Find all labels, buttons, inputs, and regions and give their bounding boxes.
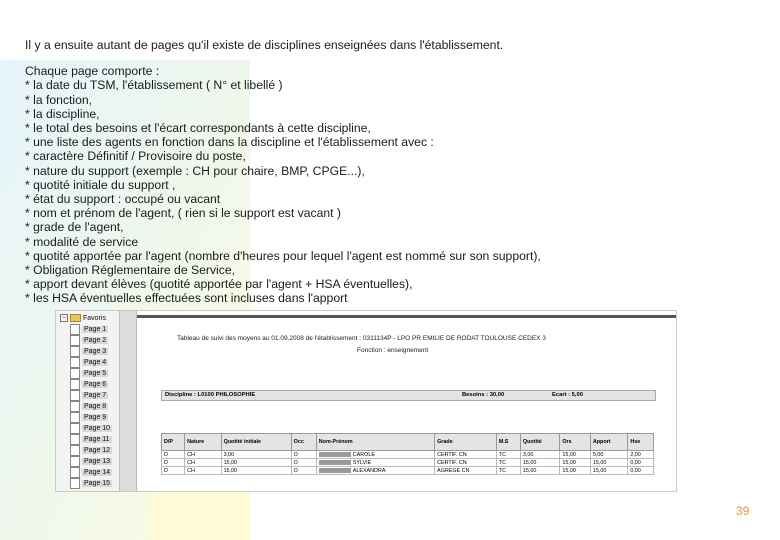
line: * modalité de service [25,234,139,249]
page-icon [70,335,80,346]
table-cell [316,459,434,467]
table-cell: D [162,451,185,459]
folder-icon [70,314,81,322]
tree-item-label: Page 4 [84,359,107,366]
column-header: D/P [162,434,185,451]
page-icon [70,478,80,489]
table-cell: 15,00 [520,459,559,467]
tree-item[interactable] [70,423,112,434]
table-cell: 2,00 [628,451,654,459]
table-header [162,434,654,451]
column-header: Nature [185,434,221,451]
tree-item-label: Page 12 [84,447,111,454]
tree-item[interactable] [70,445,112,456]
page-icon [70,390,80,401]
table-cell: D [162,459,185,467]
slide-text [25,38,765,306]
table-cell: TC [496,451,520,459]
table-cell: 15,00 [221,459,291,467]
intro-paragraph: Il y a ensuite autant de pages qu'il existe de disciplines enseignées dans l'établissement. [25,38,504,52]
besoins-label: Besoins : 30,00 [462,392,505,398]
table-cell: 15,00 [560,467,591,475]
first-name: SYLVIE [352,459,372,466]
page-icon [70,379,80,390]
table-cell: 3,00 [520,451,559,459]
table-cell: O [291,451,316,459]
page-icon [70,423,80,434]
line: * nature du support (exemple : CH pour chaire, BMP, CPGE...), [25,163,365,178]
page-icon [70,412,80,423]
table-row [162,459,654,467]
redacted-name [319,468,351,473]
document-title: Tableau de suivi des moyens au 01.09.2008 de l'établissement : 0311134P - LPO PR EMILIE DE RODAT TOULOUSE CEDEX 3 [177,335,546,342]
document-top-border [137,315,676,318]
page-icon [70,445,80,456]
redacted-name [319,452,351,457]
discipline-label: Discipline : L0100 PHILOSOPHIE [165,392,256,398]
page-icon [70,324,80,335]
table-cell: O [291,459,316,467]
line: * quotité apportée par l'agent (nombre d'heures pour lequel l'agent est nommé sur son support), [25,248,541,263]
table-cell: 5,00 [590,451,627,459]
content-lines [25,64,765,305]
collapse-icon[interactable]: − [60,314,68,322]
tree-item[interactable] [70,379,108,390]
line: * la fonction, [25,92,93,107]
table-cell: D [162,467,185,475]
table-cell: 15,00 [590,467,627,475]
table-cell: TC [496,459,520,467]
embedded-screenshot [55,310,677,492]
tree-item[interactable] [70,324,108,335]
tree-item-label: Page 8 [84,403,107,410]
table-cell: TC [496,467,520,475]
tree-item[interactable] [70,368,108,379]
line: * état du support : occupé ou vacant [25,192,221,207]
column-header: Grade [435,434,497,451]
tree-item[interactable] [70,390,108,401]
ecart-label: Ecart : 5,00 [552,392,583,398]
column-header: Ors [560,434,591,451]
tree-item[interactable] [70,412,108,423]
table-cell: 15,00 [520,467,559,475]
table-cell: CH [185,467,221,475]
line: * le total des besoins et l'écart correspondants à cette discipline, [25,121,371,136]
page-icon [70,368,80,379]
tree-item-label: Page 15 [84,480,111,487]
tree-item-label: Page 1 [84,326,107,333]
panel-divider[interactable] [120,311,137,491]
page-icon [70,467,80,478]
column-header: Hse [628,434,654,451]
bookmark-tree [56,311,120,491]
table-body [162,451,654,475]
table-cell: 0,00 [628,459,654,467]
table-cell: 15,00 [560,459,591,467]
tree-item-label: Page 10 [84,425,111,432]
tree-item-label: Page 2 [84,337,107,344]
column-header: Quotité initiale [221,434,291,451]
tree-item-label: Page 11 [84,436,110,443]
tree-item-label: Page 5 [84,370,107,377]
table-cell: 3,00 [221,451,291,459]
document-fonction: Fonction : enseignement [357,347,429,354]
tree-item[interactable] [70,401,108,412]
table-cell [316,467,434,475]
tree-item[interactable] [70,467,112,478]
tree-item-label: Page 13 [84,458,111,465]
tree-root[interactable] [60,314,106,322]
page-icon [70,434,80,445]
table-cell: CERTIF. CN [435,451,497,459]
page-number: 39 [736,504,750,518]
tree-item[interactable] [70,357,108,368]
tree-item-label: Page 7 [84,392,107,399]
table-row [162,451,654,459]
table-cell [316,451,434,459]
tree-item[interactable] [70,335,108,346]
tree-item[interactable] [70,434,112,445]
page-icon [70,346,80,357]
tree-item-label: Page 3 [84,348,107,355]
redacted-name [319,460,351,465]
table-cell: CH [185,451,221,459]
column-header: Nom-Prénom [316,434,434,451]
agents-table [161,433,654,475]
first-name: ALEXANDRA [352,467,386,474]
line: Chaque page comporte : [25,64,160,79]
discipline-bar [161,390,656,401]
line: * la discipline, [25,106,100,121]
document-view [137,315,676,491]
background-gradient-bottom [150,490,250,540]
tree-item-label: Page 14 [84,469,111,476]
line: * la date du TSM, l'établissement ( N° et libellé ) [25,78,283,93]
table-cell: CERTIF. CN [435,459,497,467]
column-header: Quotité [520,434,559,451]
column-header: Apport [590,434,627,451]
line: * Obligation Réglementaire de Service, [25,263,236,278]
line: * les HSA éventuelles effectuées sont incluses dans l'apport [25,291,348,306]
first-name: CAROLE [352,451,375,458]
tree-item-label: Page 9 [84,414,107,421]
tree-item-label: Page 6 [84,381,107,388]
line: * apport devant élèves (quotité apportée par l'agent + HSA éventuelles), [25,277,413,292]
table-cell: 15,00 [590,459,627,467]
table-cell: CH [185,459,221,467]
line: * caractère Définitif / Provisoire du poste, [25,149,246,164]
tree-item[interactable] [70,478,112,489]
table-cell: AGREGE CN [435,467,497,475]
line: * une liste des agents en fonction dans la discipline et l'établissement avec : [25,135,434,150]
line: * grade de l'agent, [25,220,124,235]
line: * nom et prénom de l'agent, ( rien si le support est vacant ) [25,206,341,221]
table-cell: 0,00 [628,467,654,475]
table-row [162,467,654,475]
column-header: M.S [496,434,520,451]
line: * quotité initiale du support , [25,177,176,192]
page-icon [70,357,80,368]
table-cell: O [291,467,316,475]
table-cell: 15,00 [560,451,591,459]
column-header: Occ [291,434,316,451]
page-icon [70,456,80,467]
tree-item[interactable] [70,456,112,467]
table-cell: 15,00 [221,467,291,475]
tree-item[interactable] [70,346,108,357]
tree-root-label: Favoris [83,314,106,322]
page-icon [70,401,80,412]
